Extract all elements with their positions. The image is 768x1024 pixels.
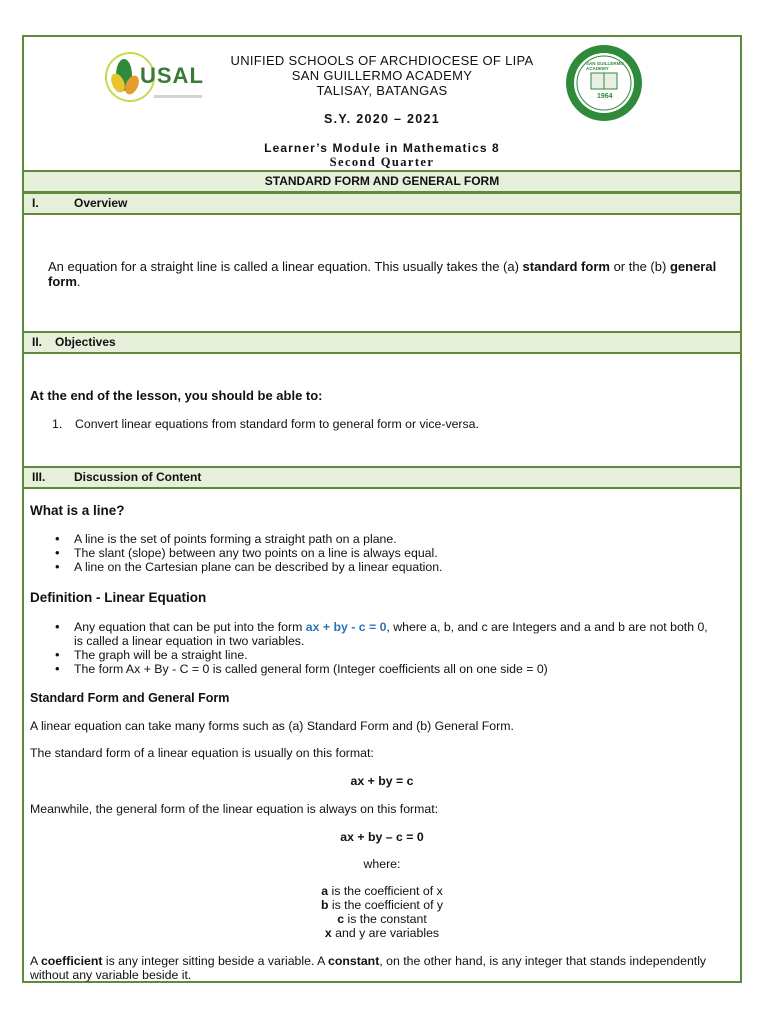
definition-line-c [24,912,740,926]
list-item: • The slant (slope) between any two points on a line is always equal. [29,546,719,560]
section-overview-header [24,192,740,215]
page-header [24,37,740,171]
general-form-formula: ax + by – c = 0 [340,830,424,844]
term-coefficient: coefficient [40,954,103,968]
section-number: III. [32,470,46,484]
term-general-form: general form [48,259,717,289]
section-discussion-header [24,466,740,489]
symbol-a: a [321,884,329,898]
symbol-b: b [320,898,329,912]
list-item [29,620,719,648]
section-number: I. [32,196,39,210]
definition-text: is the coefficient of x [328,884,443,898]
school-address: TALISAY, BATANGAS [316,83,448,98]
overview-text-2: or the (b) [613,259,667,274]
definition-text: is the coefficient of y [328,898,444,912]
overview-text-3: . [76,274,81,289]
definition-line-b [24,898,740,912]
seal-year: 1964 [597,93,613,100]
term-constant: constant [328,954,380,968]
definition-bullet-list [29,620,719,676]
where-label: where: [363,857,401,871]
definition-text: Any equation that can be put into the form [74,620,303,634]
heading-standard-general: Standard Form and General Form [30,691,230,705]
quarter-label: Second Quarter [329,155,435,169]
heading-what-is-a-line: What is a line? [30,503,125,518]
definition-line-x [24,926,740,940]
section-number: II. [32,335,43,349]
school-year: S.Y. 2020 – 2021 [323,112,441,126]
seal-ring-text: SAN GUILLERMO ACADEMY [586,61,624,71]
forms-paragraph-3: Meanwhile, the general form of the linear equation is always on this format: [30,802,439,816]
topic-title: STANDARD FORM AND GENERAL FORM [264,174,500,188]
definition-text-2: , where a, b, and c are Integers and a and b are not both 0, is called a linear equation in two variables. [74,620,708,648]
closing-text-2: is any integer sitting beside a variable. A [105,954,325,968]
school-name-line2: SAN GUILLERMO ACADEMY [291,68,473,83]
formula-general: ax + by - c = 0 [305,620,387,634]
definition-line-a [24,884,740,898]
overview-paragraph [48,259,723,289]
heading-definition: Definition - Linear Equation [30,590,207,605]
forms-paragraph-2: The standard form of a linear equation is usually on this format: [30,746,374,760]
closing-text-3: , on the other hand, is any integer that stands independently without any variable beside it. [30,954,707,982]
objectives-intro: At the end of the lesson, you should be able to: [30,388,323,403]
module-title: Learner’s Module in Mathematics 8 [264,141,500,155]
list-item: • The form Ax + By - C = 0 is called general form (Integer coefficients all on one side = 0) [29,662,719,676]
closing-text-1: A [30,954,38,968]
section-objectives-header [24,331,740,354]
objective-item-number: 1. [52,417,63,431]
objective-item-text: Convert linear equations from standard form to general form or vice-versa. [75,417,479,431]
section-label: Overview [74,196,128,210]
definition-text: and y are variables [331,926,440,940]
list-item: • A line is the set of points forming a straight path on a plane. [29,532,719,546]
standard-form-formula: ax + by = c [350,774,414,788]
term-standard-form: standard form [522,259,610,274]
symbol-x: x [324,926,332,940]
definition-text: is the constant [344,912,427,926]
closing-paragraph [30,954,730,982]
school-name-line1: UNIFIED SCHOOLS OF ARCHDIOCESE OF LIPA [230,53,534,68]
symbol-c: c [337,912,345,926]
topic-banner [24,170,740,193]
section-label: Objectives [55,335,116,349]
overview-text-1: An equation for a straight line is called a linear equation. This usually takes the (a) [48,259,519,274]
module-page [22,35,742,983]
section-label: Discussion of Content [74,470,202,484]
list-item: • A line on the Cartesian plane can be described by a linear equation. [29,560,719,574]
usal-logo-text: USAL [140,63,204,88]
forms-paragraph-1: A linear equation can take many forms such as (a) Standard Form and (b) General Form. [30,719,514,733]
list-item: • The graph will be a straight line. [29,648,719,662]
line-bullet-list [29,532,719,574]
